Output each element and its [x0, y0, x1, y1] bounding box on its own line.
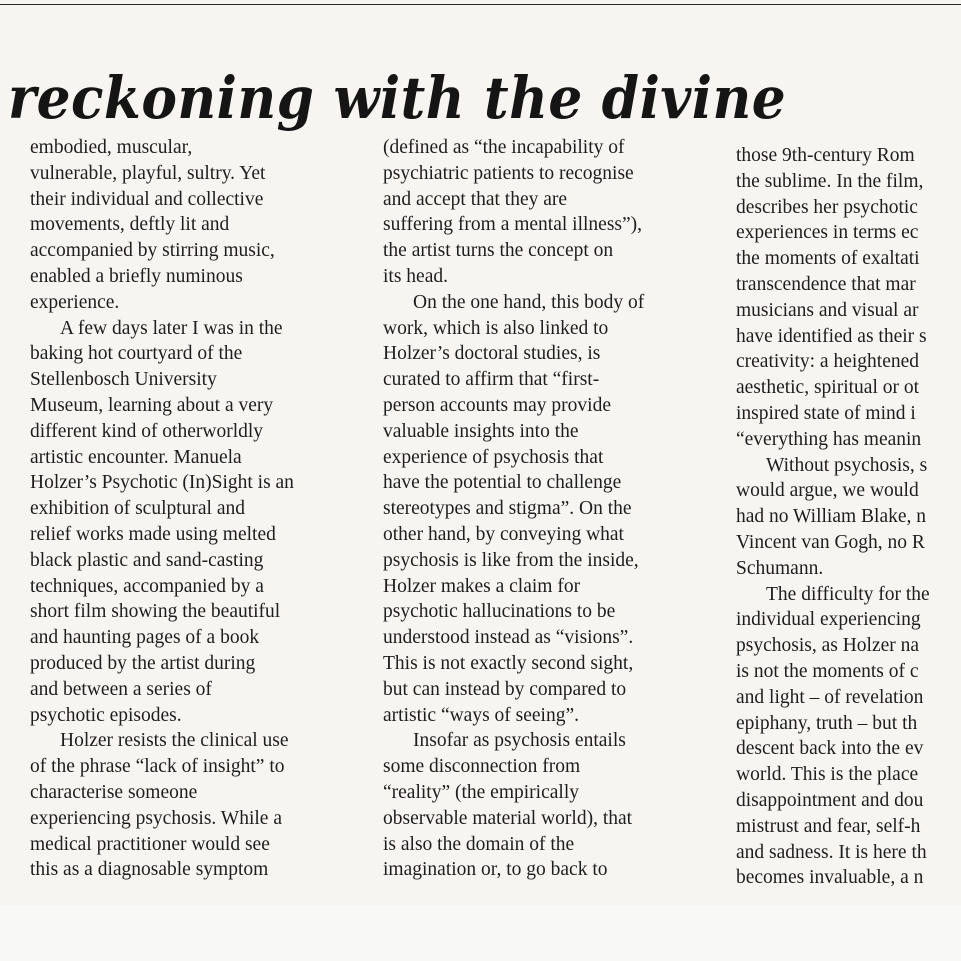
text-line: transcendence that mar [736, 273, 916, 295]
text-line: Holzer resists the clinical use [60, 730, 289, 752]
article-column-1 [30, 135, 348, 895]
page-margin-bottom [0, 905, 961, 961]
text-line: creativity: a heightened [736, 351, 920, 373]
text-line: psychiatric patients to recognise [383, 162, 634, 184]
text-line: experience of psychosis that [383, 446, 604, 468]
text-line: Vincent van Gogh, no R [736, 531, 925, 553]
text-line: psychotic hallucinations to be [383, 601, 616, 623]
text-line: produced by the artist during [30, 652, 256, 674]
text-line: Schumann. [736, 557, 824, 579]
text-line: curated to affirm that “first- [383, 369, 600, 391]
text-line: characterise someone [30, 781, 198, 803]
text-line: descent back into the ev [736, 738, 924, 760]
text-line: suffering from a mental illness”), [383, 214, 643, 236]
text-line: A few days later I was in the [60, 317, 283, 339]
text-line: mistrust and fear, self-h [736, 815, 921, 837]
headline: reckoning with the divine [8, 63, 787, 132]
text-line: stereotypes and stigma”. On the [383, 498, 632, 520]
text-line: artistic encounter. Manuela [30, 446, 242, 468]
text-line: Without psychosis, s [766, 454, 928, 476]
text-line: Holzer’s Psychotic (In)Sight is an [30, 472, 294, 494]
text-line: those 9th-century Rom [736, 145, 915, 166]
text-line: “everything has meanin [736, 428, 922, 450]
text-line: would argue, we would [736, 480, 919, 502]
text-line: epiphany, truth – but th [736, 712, 918, 734]
text-line: describes her psychotic [736, 196, 918, 218]
text-line: baking hot courtyard of the [30, 343, 243, 365]
text-line: This is not exactly second sight, [383, 652, 634, 674]
text-line: understood instead as “visions”. [383, 627, 634, 649]
text-line: their individual and collective [30, 188, 264, 210]
text-line: psychotic episodes. [30, 704, 182, 726]
text-line: “reality” (the empirically [383, 781, 579, 803]
text-line: psychosis, as Holzer na [736, 635, 920, 657]
text-line: On the one hand, this body of [413, 291, 645, 313]
text-line: Stellenbosch University [30, 369, 217, 391]
text-line: is also the domain of the [383, 833, 575, 855]
text-line: had no William Blake, n [736, 506, 927, 528]
text-line: short film showing the beautiful [30, 601, 281, 623]
text-line: disappointment and dou [736, 789, 924, 811]
text-line: valuable insights into the [383, 420, 579, 442]
text-line: accompanied by stirring music, [30, 240, 275, 262]
text-line: Museum, learning about a very [30, 394, 274, 416]
text-line: world. This is the place [736, 764, 919, 786]
text-line: relief works made using melted [30, 523, 276, 545]
text-line: exhibition of sculptural and [30, 498, 245, 520]
text-line: enabled a briefly numinous [30, 265, 243, 287]
text-line: Holzer’s doctoral studies, is [383, 343, 601, 365]
text-line: is not the moments of c [736, 660, 919, 682]
text-line: observable material world), that [383, 807, 633, 829]
text-line: vulnerable, playful, sultry. Yet [30, 162, 266, 184]
text-line: aesthetic, spiritual or ot [736, 377, 920, 399]
text-line: experiencing psychosis. While a [30, 807, 282, 829]
text-line: (defined as “the incapability of [383, 137, 625, 158]
text-line: some disconnection from [383, 756, 581, 778]
text-line: and haunting pages of a book [30, 627, 260, 649]
text-line: and between a series of [30, 678, 212, 700]
text-line: different kind of otherworldly [30, 420, 264, 442]
text-line: have the potential to challenge [383, 472, 622, 494]
text-line: black plastic and sand-casting [30, 549, 264, 571]
text-line: the moments of exaltati [736, 248, 920, 270]
text-line: experiences in terms ec [736, 222, 919, 244]
text-line: Holzer makes a claim for [383, 575, 581, 597]
top-rule [0, 4, 961, 5]
text-line: becomes invaluable, a n [736, 867, 924, 889]
text-line: medical practitioner would see [30, 833, 270, 855]
text-line: individual experiencing [736, 609, 921, 631]
text-line: work, which is also linked to [383, 317, 609, 339]
text-line: of the phrase “lack of insight” to [30, 756, 285, 778]
text-line: Insofar as psychosis entails [413, 730, 626, 752]
text-line: and accept that they are [383, 188, 568, 210]
text-line: other hand, by conveying what [383, 523, 624, 545]
article-column-2 [383, 135, 708, 895]
text-line: musicians and visual ar [736, 299, 919, 321]
text-line: experience. [30, 291, 120, 313]
article-column-3 [736, 143, 961, 903]
text-line: artistic “ways of seeing”. [383, 704, 580, 726]
text-line: the sublime. In the film, [736, 170, 924, 192]
text-line: have identified as their s [736, 325, 927, 347]
text-line: person accounts may provide [383, 394, 611, 416]
text-line: but can instead by compared to [383, 678, 627, 700]
text-line: movements, deftly lit and [30, 214, 230, 236]
text-line: the artist turns the concept on [383, 240, 614, 262]
text-line: inspired state of mind i [736, 402, 916, 424]
text-line: imagination or, to go back to [383, 859, 608, 881]
text-line: embodied, muscular, [30, 137, 193, 158]
text-line: this as a diagnosable symptom [30, 859, 269, 881]
text-line: The difficulty for the [766, 583, 930, 605]
text-line: and sadness. It is here th [736, 841, 927, 863]
text-line: techniques, accompanied by a [30, 575, 264, 597]
text-line: psychosis is like from the inside, [383, 549, 639, 571]
text-line: its head. [383, 265, 448, 287]
text-line: and light – of revelation [736, 686, 924, 708]
